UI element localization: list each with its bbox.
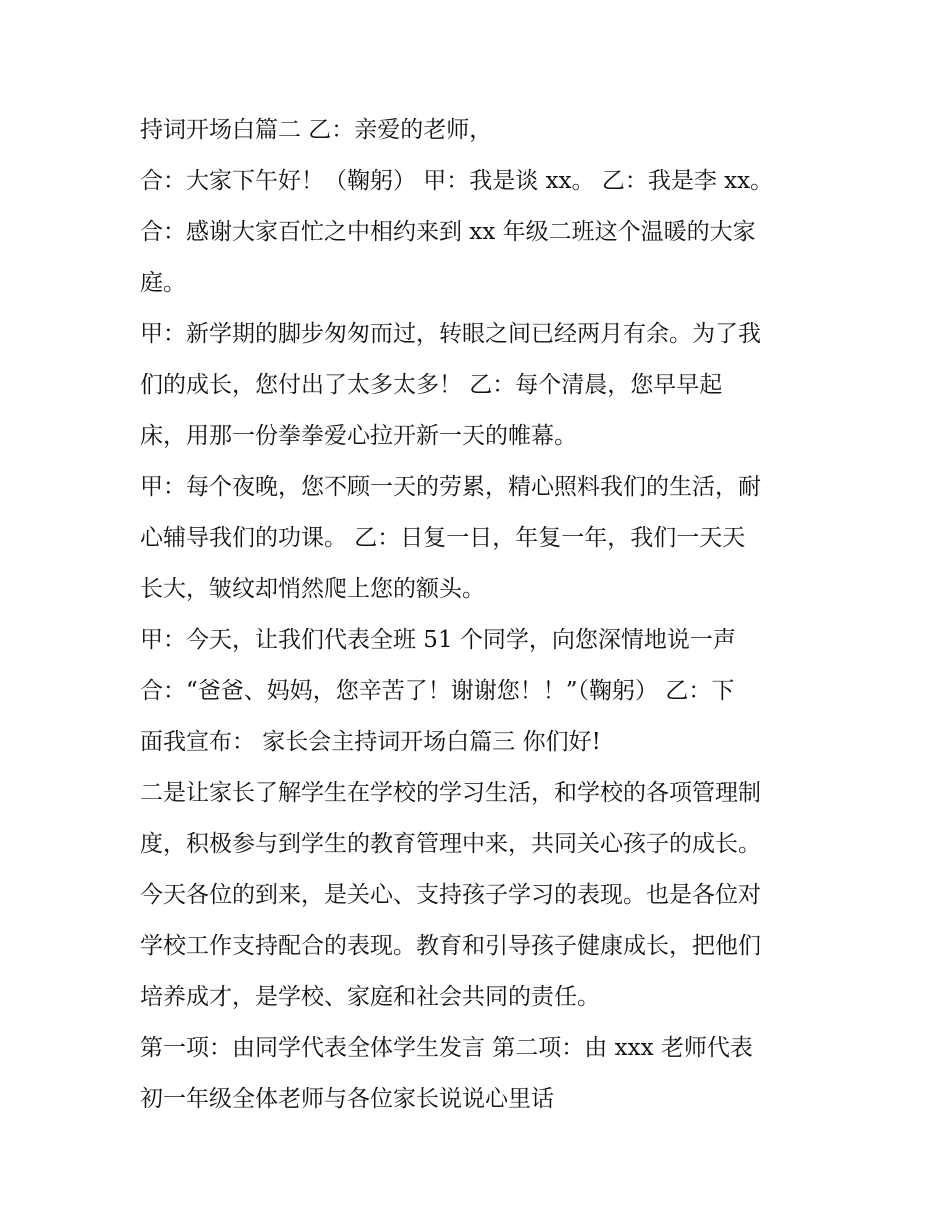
text-line: 床，用那一份拳拳爱心拉开新一天的帷幕。 bbox=[140, 423, 577, 449]
text-line: 度，积极参与到学生的教育管理中来，共同关心孩子的成长。 bbox=[140, 831, 761, 857]
text-line: 合：感谢大家百忙之中相约来到 xx 年级二班这个温暖的大家 bbox=[140, 219, 756, 245]
text-line: 面我宣布： 家长会主持词开场白篇三 你们好! bbox=[140, 729, 601, 755]
text-line: 初一年级全体老师与各位家长说说心里话 bbox=[140, 1086, 554, 1112]
text-line: 甲：今天，让我们代表全班 51 个同学，向您深情地说一声 bbox=[140, 627, 736, 653]
text-line: 合：“爸爸、妈妈，您辛苦了！谢谢您！！”（鞠躬） 乙：下 bbox=[140, 678, 735, 704]
text-line: 培养成才，是学校、家庭和社会共同的责任。 bbox=[140, 984, 600, 1010]
text-line: 们的成长，您付出了太多太多！ 乙：每个清晨，您早早起 bbox=[140, 372, 723, 398]
text-line: 庭。 bbox=[140, 270, 186, 296]
text-line: 甲：每个夜晚，您不顾一天的劳累，精心照料我们的生活，耐 bbox=[140, 474, 761, 500]
text-line: 第一项：由同学代表全体学生发言 第二项：由 xxx 老师代表 bbox=[140, 1035, 753, 1061]
text-line: 二是让家长了解学生在学校的学习生活，和学校的各项管理制 bbox=[140, 780, 761, 806]
text-line: 心辅导我们的功课。 乙：日复一日，年复一年，我们一天天 bbox=[140, 525, 746, 551]
text-line: 今天各位的到来，是关心、支持孩子学习的表现。也是各位对 bbox=[140, 882, 761, 908]
text-line: 学校工作支持配合的表现。教育和引导孩子健康成长，把他们 bbox=[140, 933, 761, 959]
text-line: 合：大家下午好！（鞠躬） 甲：我是谈 xx。 乙：我是李 xx。 bbox=[140, 168, 774, 194]
document-body bbox=[140, 105, 820, 1125]
text-line: 甲：新学期的脚步匆匆而过，转眼之间已经两月有余。为了我 bbox=[140, 321, 761, 347]
text-line: 长大，皱纹却悄然爬上您的额头。 bbox=[140, 576, 485, 602]
text-line: 持词开场白篇二 乙：亲爱的老师， bbox=[140, 117, 493, 143]
